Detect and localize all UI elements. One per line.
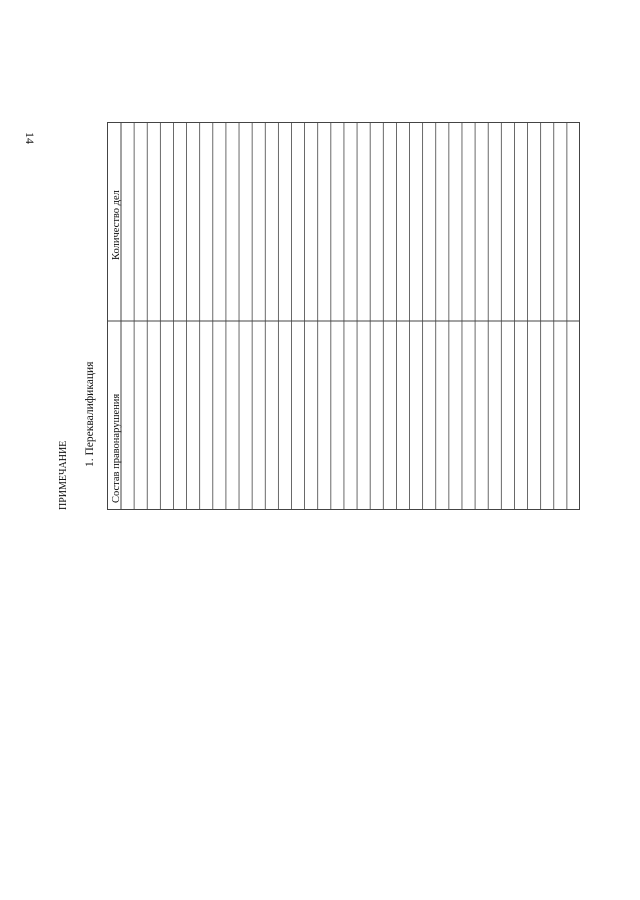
ledger-grid [107, 122, 580, 510]
document-heading: ПРИМЕЧАНИЕ [58, 440, 69, 510]
column-header-offense-composition: Состав правонарушения [111, 393, 122, 503]
page-number: 14 [23, 132, 37, 144]
column-header-case-count: Количество дел [111, 190, 122, 260]
ledger-table [107, 122, 580, 510]
section-title: 1. Переквалификация [84, 361, 96, 467]
table-border [108, 123, 580, 510]
